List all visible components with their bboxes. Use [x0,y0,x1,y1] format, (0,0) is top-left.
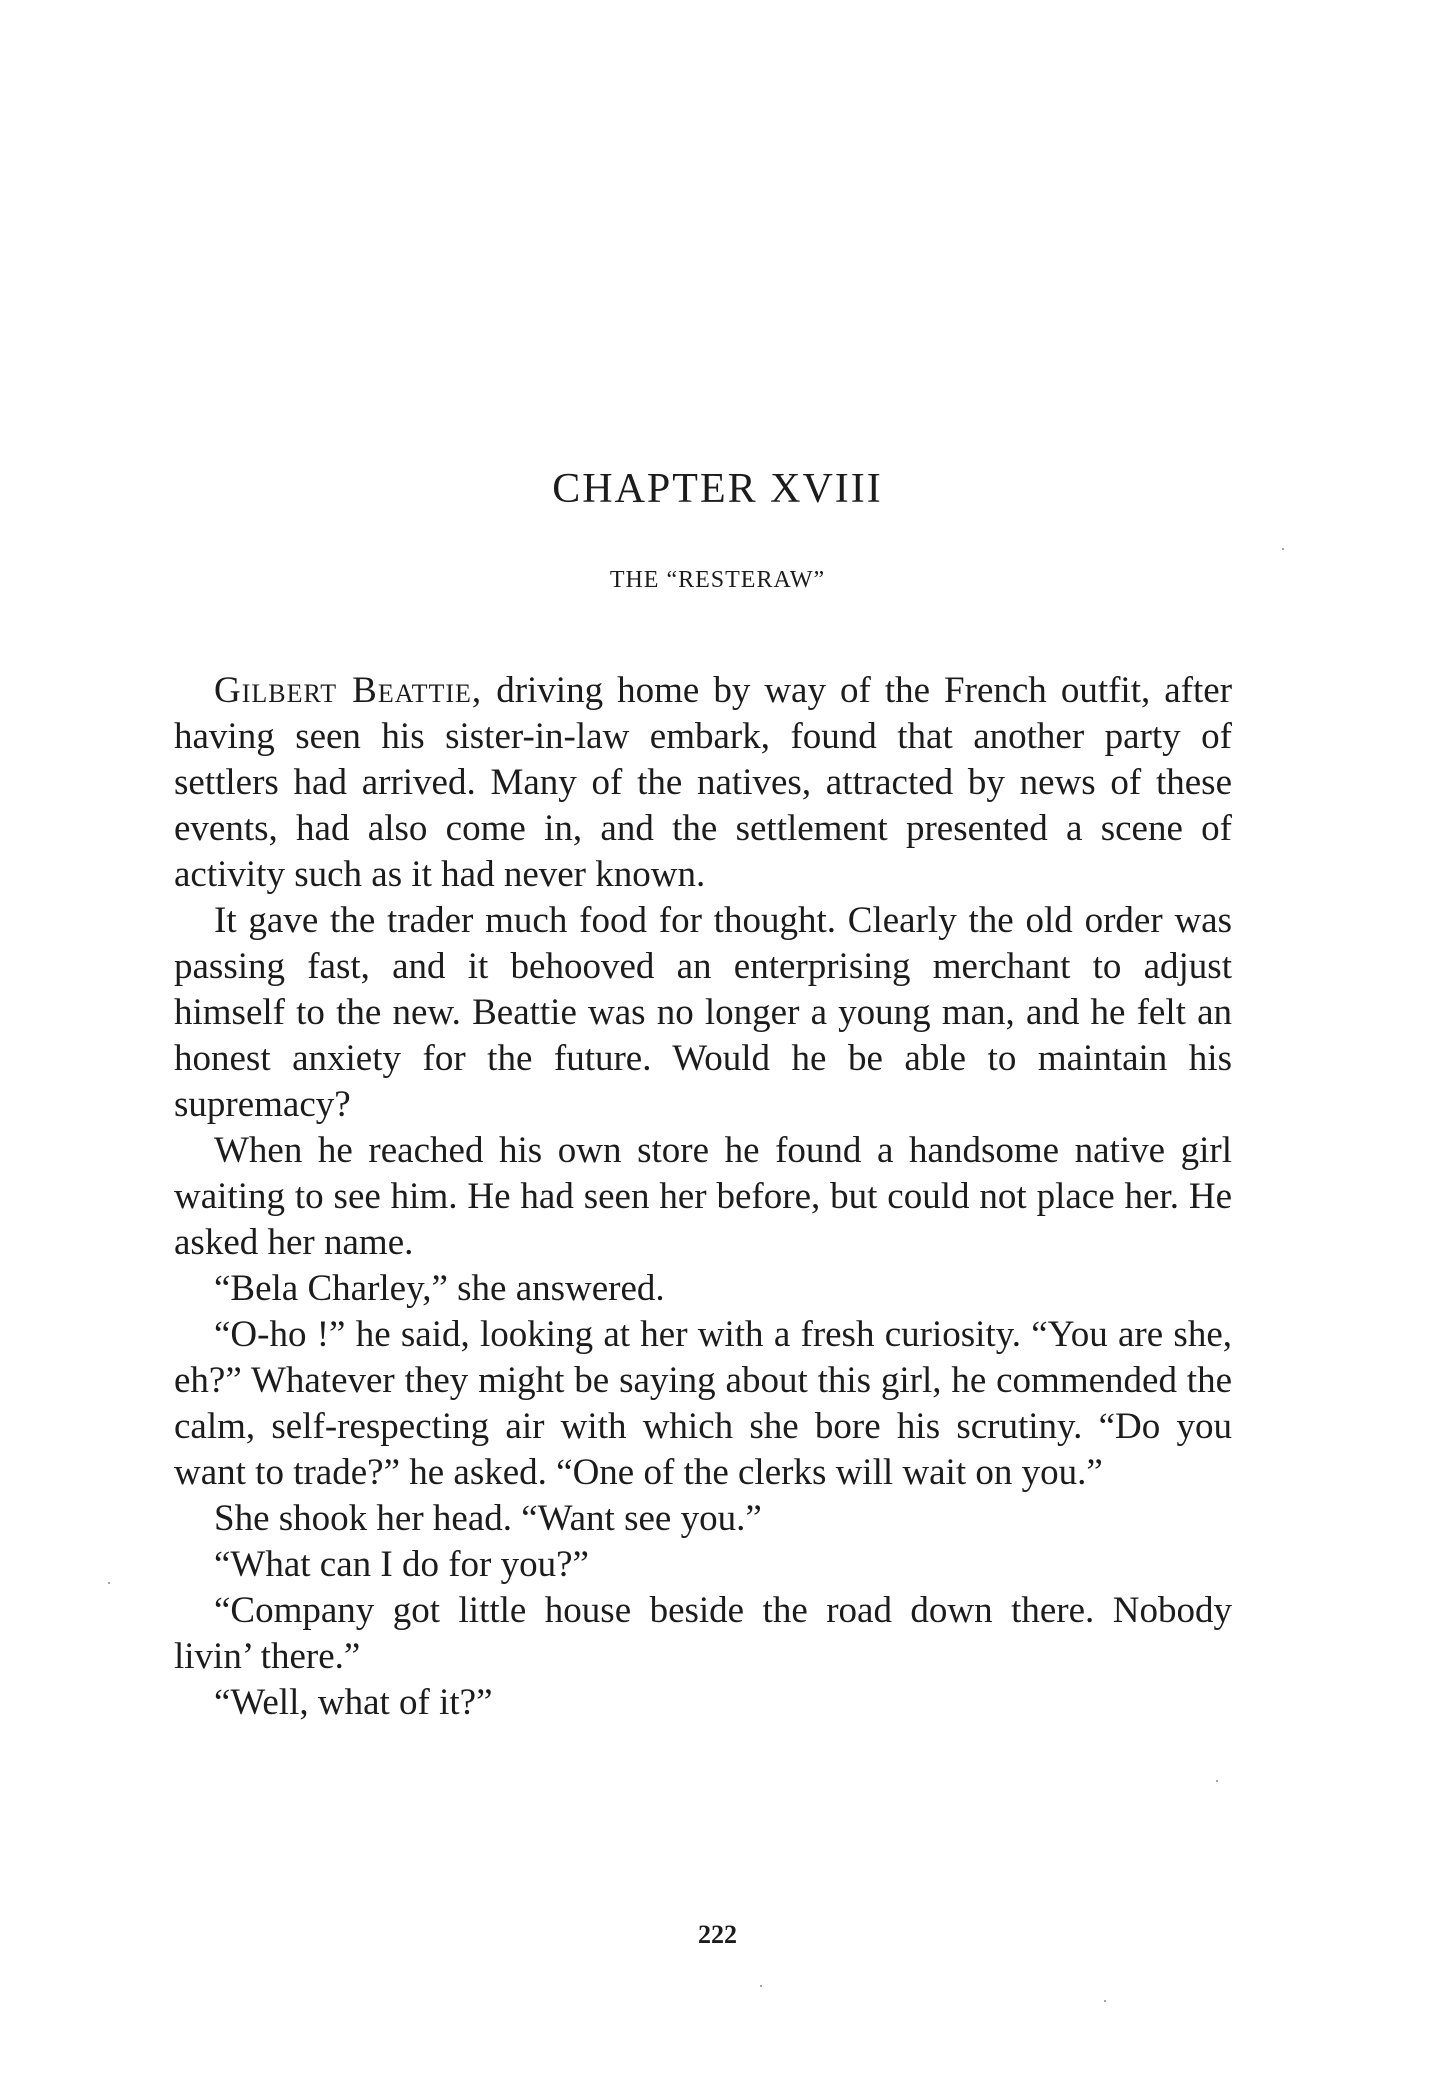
paragraph: “O-ho !” he said, looking at her with a fresh curiosity. “You are she, eh?” Whatever they might be saying about this girl, he commended the calm, self-respecting air with which she bore his scrutiny. “Do you want to trade?” he asked. “One of the clerks will wait on you.” [174,1314,1232,1493]
lead-small-caps: Gilbert Beattie, [214,670,483,711]
paragraph: “Company got little house beside the road down there. Nobody livin’ there.” [174,1590,1232,1677]
paragraph: “What can I do for you?” [214,1544,589,1585]
chapter-title: CHAPTER XVIII [552,466,883,512]
paper-speck [1104,2000,1106,2002]
paragraph: She shook her head. “Want see you.” [214,1498,762,1539]
paragraph-text: driving home by way of the French outfit, after having seen his sister-in-law embark, found that another party of settlers had arrived. Many of the natives, attracted by news of these events, had also come in, and the settlement presented a scene of activity such as it had never known. [174,670,1233,895]
page-number: 222 [698,1920,737,1949]
paper-speck [1216,1780,1218,1782]
body-text [174,668,1232,1726]
paragraph: “Bela Charley,” she answered. [214,1268,665,1309]
paper-speck [1282,548,1284,550]
paragraph: When he reached his own store he found a handsome native girl waiting to see him. He had seen her before, but could not place her. He asked her name. [174,1130,1232,1263]
paper-speck [108,1582,110,1584]
paragraph [174,668,1232,898]
paragraph: It gave the trader much food for thought. Clearly the old order was passing fast, and it behooved an enterprising merchant to adjust himself to the new. Beattie was no longer a young man, and he felt an honest anxiety for the future. Would he be able to maintain his supremacy? [174,900,1232,1125]
paper-speck [760,1985,762,1987]
chapter-subtitle: THE “RESTERAW” [609,567,826,593]
paragraph: “Well, what of it?” [214,1682,493,1723]
